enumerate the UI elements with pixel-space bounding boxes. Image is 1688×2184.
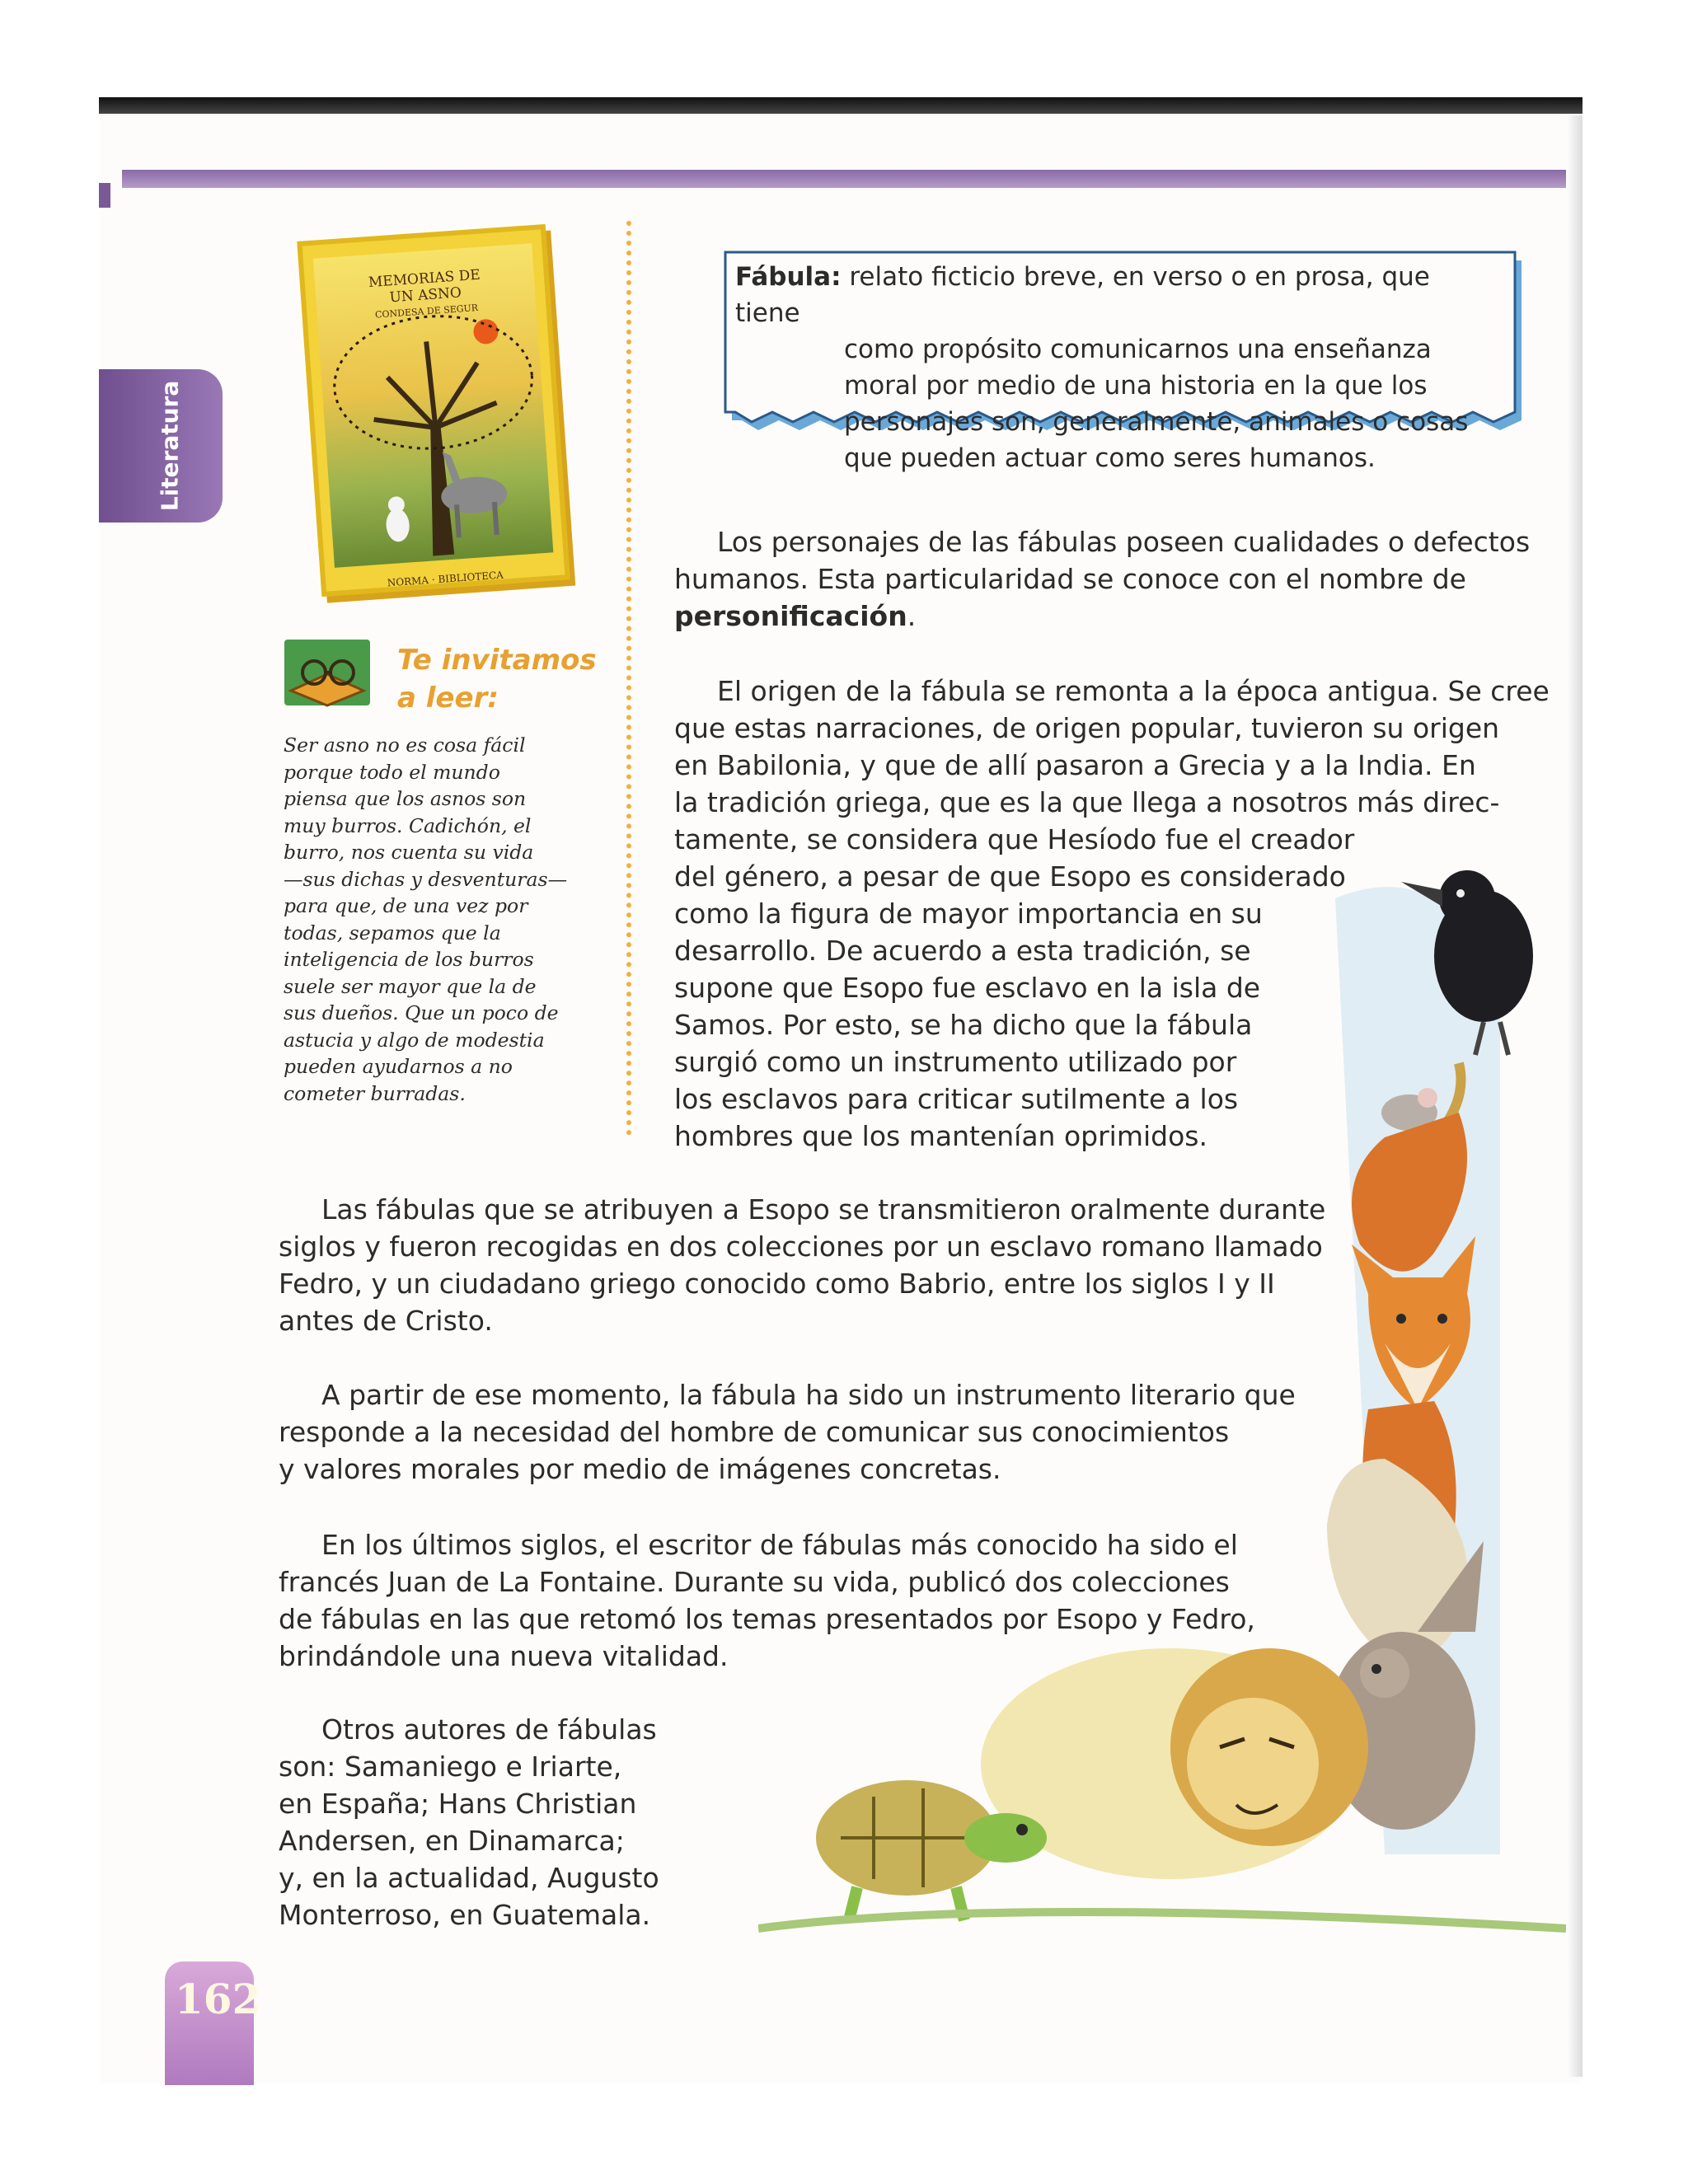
sidebar-line: inteligencia de los burros xyxy=(284,948,534,971)
page-number: 162 xyxy=(175,1975,261,2023)
sidebar-line: —sus dichas y desventuras— xyxy=(284,867,568,891)
sidebar-line: cometer burradas. xyxy=(284,1081,466,1105)
fable-animals-illustration xyxy=(758,865,1566,1953)
sidebar-heading: Te invitamos a leer: xyxy=(397,644,597,715)
paragraph-esopo: Las fábulas que se atribuyen a Esopo se transmitieron oralmente durante siglos y fueron recogidas en dos colecciones por un esclavo romano llamado Fedro, y un ciudadano griego conocido como Babrio, entre los siglos I y II antes de Cristo. xyxy=(279,1193,1326,1337)
book-cover-art xyxy=(313,243,554,589)
paragraph-instrument: A partir de ese momento, la fábula ha sido un instrumento literario que responde a la necesidad del hombre de comunicar sus conocimientos y valores morales por medio de imágenes concretas. xyxy=(279,1379,1296,1485)
reading-book-icon xyxy=(283,633,372,710)
definition-box xyxy=(710,247,1526,473)
sidebar-line: todas, sepamos que la xyxy=(284,921,501,944)
sidebar-line: pueden ayudarnos a no xyxy=(284,1055,513,1078)
key-term: personificación xyxy=(674,600,907,632)
paragraph-other-authors: Otros autores de fábulas son: Samaniego e Iriarte, en España; Hans Christian Andersen, en Dinamarca; y, en la actualidad, Augusto Monterroso, en Guatemala. xyxy=(279,1713,659,1931)
sidebar-line: burro, nos cuenta su vida xyxy=(284,841,534,864)
sidebar-line: suele ser mayor que la de xyxy=(284,974,537,998)
paragraph-personification: Los personajes de las fábulas poseen cualidades o defectos humanos. Esta particularidad se conoce con el nombre de personificación. xyxy=(674,526,1531,632)
page-top-edge xyxy=(99,97,1582,114)
header-band-marker xyxy=(99,183,110,208)
sidebar-line: Ser asno no es cosa fácil xyxy=(284,733,526,757)
book-title: MEMORIAS DE UN ASNO CONDESA DE SEGUR xyxy=(314,263,537,327)
page-right-edge xyxy=(1566,115,1582,2077)
book-publisher: NORMA · BIBLIOTECA xyxy=(387,569,504,589)
book-author: CONDESA DE SEGUR xyxy=(374,302,479,321)
definition-text: Fábula: relato ficticio breve, en verso o en prosa, que tiene como propósito comunicarnos una enseñanza moral por medio de una historia en la que los personajes son, generalmente, animales o cosas que pueden actuar como seres humanos. xyxy=(735,262,1469,473)
sidebar-line: sus dueños. Que un poco de xyxy=(284,1001,559,1024)
sidebar-recommendation xyxy=(284,732,592,1107)
sidebar-line: porque todo el mundo xyxy=(284,760,500,784)
definition-term: Fábula: xyxy=(735,262,842,292)
book-cover xyxy=(297,224,570,597)
paragraph-origin: El origen de la fábula se remonta a la época antigua. Se cree que estas narraciones, de origen popular, tuvieron su origen en Babilonia, y que de allí pasaron a Grecia y a la India. En la tradición griega, que es la que llega a nosotros más direc- tamente, se considera que Hesíodo fue el creador del género, a pesar de que Esopo es considerado como la figura de mayor importancia en su desarrollo. De acuerdo a esta tradición, se supone que Esopo fue esclavo en la isla de Samos. Por esto, se ha dicho que la fábula surgió como un instrumento utilizado por los esclavos para criticar sutilmente a los hombres que los mantenían oprimidos. xyxy=(674,675,1550,1152)
paragraph-lafontaine: En los últimos siglos, el escritor de fábulas más conocido ha sido el francés Juan de La Fontaine. Durante su vida, publicó dos colecciones de fábulas en las que retomó los temas presentados por Esopo y Fedro, brindándole una nueva vitalidad. xyxy=(279,1529,1255,1672)
sidebar-line: piensa que los asnos son xyxy=(284,787,527,810)
sidebar-line: astucia y algo de modestia xyxy=(284,1028,545,1052)
tree-donkey-illustration xyxy=(313,243,554,568)
sidebar-line: para que, de una vez por xyxy=(284,894,528,917)
header-band xyxy=(122,170,1582,188)
column-divider xyxy=(626,221,631,1136)
section-tab-label: Literatura xyxy=(156,380,184,512)
sidebar-line: muy burros. Cadichón, el xyxy=(284,813,532,837)
